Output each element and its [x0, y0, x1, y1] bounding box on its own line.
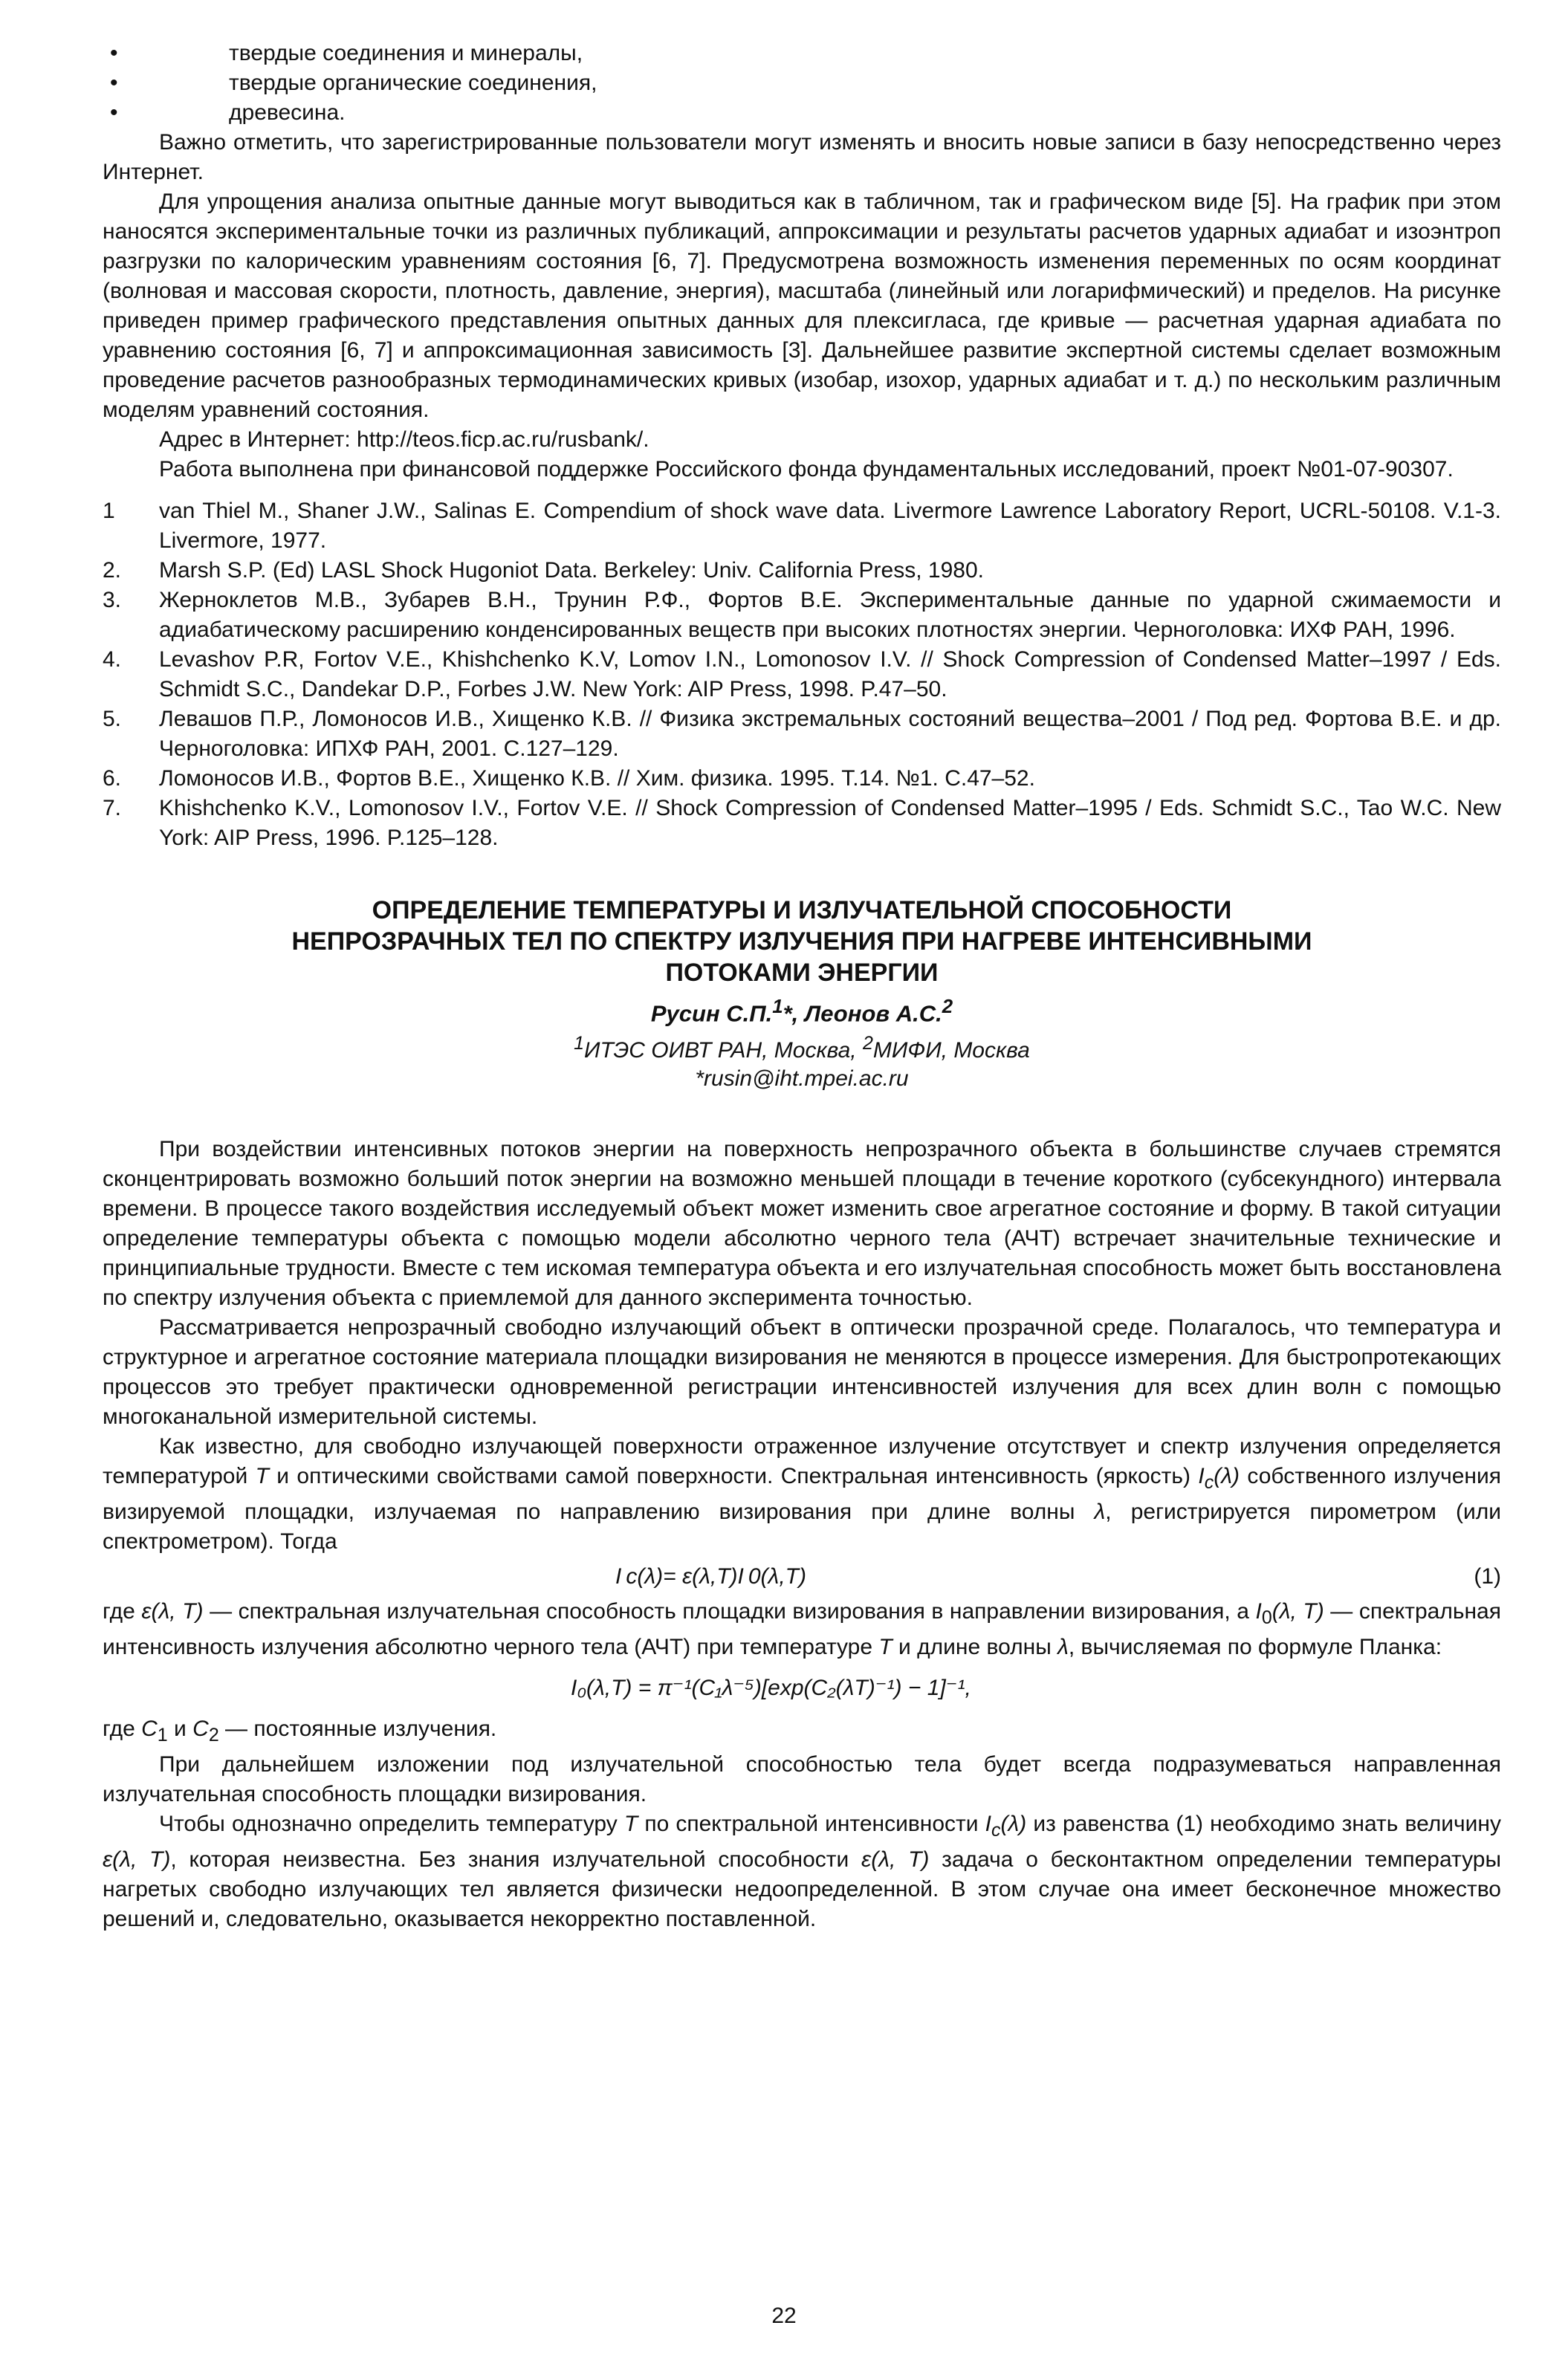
reference-number: 4.	[103, 647, 122, 672]
paragraph: где $C_1$ и $C_2$ — постоянные излучения.	[103, 1717, 497, 1746]
reference-text: Левашов П.Р., Ломоносов И.В., Хищенко К.В. // Физика экстремальных состояний вещества–2001 / Под ред. Фортова В.Е. и др. Черноголовка: ИПХФ РАН, 2001. С.127–129.	[159, 707, 1501, 761]
bullet-list	[103, 39, 1501, 128]
author-affiliation-mark: 1	[772, 996, 783, 1017]
planck-formula	[103, 1665, 1501, 1711]
authors: Русин С.П.$^1$*, Леонов А.С.$^2$	[650, 996, 953, 1027]
reference-text: Levashov P.R, Fortov V.E., Khishchenko K.V, Lomov I.N., Lomonosov I.V. // Shock Compression of Condensed Matter–1997 / Eds. Schmidt S.C., Dandekar D.P., Forbes J.W. New York: AIP Press, 1998. P.47–50.	[159, 647, 1501, 701]
reference-item	[103, 794, 1501, 853]
paragraph: При дальнейшем изложении под излучательной способностью тела будет всегда подразумеваться направленная излучательная способность площадки визирования.	[103, 1752, 1501, 1807]
reference-item	[103, 586, 1501, 645]
equation-formula: I c(λ)= ε(λ,T)I 0(λ,T)	[615, 1564, 806, 1589]
paragraph: Чтобы однозначно определить температуру T по спектральной интенсивности $I_c(\lambda)$ из равенства (1) необходимо знать величину ε(λ, T), которая неизвестна. Без знания излучательной способности ε(λ, T) задача о бесконтактном определении температуры нагретых свободно излучающих тел является физически недоопределенной. В этом случае она имеет бесконечное множество решений и, следовательно, оказывается некорректно поставленной.	[103, 1812, 1502, 1932]
article-title: ОПРЕДЕЛЕНИЕ ТЕМПЕРАТУРЫ И ИЗЛУЧАТЕЛЬНОЙ СПОСОБНОСТИ НЕПРОЗРАЧНЫХ ТЕЛ ПО СПЕКТРУ ИЗЛУЧЕНИЯ ПРИ НАГРЕВЕ ИНТЕНСИВНЫМИ ПОТОКАМИ ЭНЕРГИИ	[291, 896, 1312, 987]
paragraph: Как известно, для свободно излучающей поверхности отраженное излучение отсутствует и спектр излучения определяется температурой T и оптическими свойствами самой поверхности. Спектральная интенсивность (яркость) $I_c(\lambda)$ собственного излучения визируемой площадки, излучаемая по направлению визирования при длине волны λ, регистрируется пирометром (или спектрометром). Тогда	[103, 1434, 1501, 1555]
reference-number: 5.	[103, 707, 122, 731]
bullet-item: • твердые органические соединения,	[103, 68, 1501, 98]
article-body	[103, 1135, 1501, 1934]
reference-list	[103, 496, 1501, 853]
author-email: *rusin@iht.mpei.ac.ru	[695, 1066, 909, 1092]
reference-text: Khishchenko K.V., Lomonosov I.V., Fortov V.E. // Shock Compression of Condensed Matter–1995 / Eds. Schmidt S.C., Tao W.C. New York: AIP Press, 1996. P.125–128.	[159, 796, 1501, 850]
funding-note: Работа выполнена при финансовой поддержке Российского фонда фундаментальных исследований, проект №01-07-90307.	[159, 457, 1454, 482]
reference-number: 3.	[103, 588, 122, 612]
paragraph: где ε(λ, T) — спектральная излучательная способность площадки визирования в направлении визирования, а $I_0(\lambda$, T) — спектральная интенсивность излучения абсолютно черного тела (АЧТ) при температуре T и длине волны λ, вычисляемая по формуле Планка:	[103, 1599, 1501, 1660]
reference-item	[103, 556, 1501, 586]
page-number: 22	[771, 2304, 797, 2328]
reference-item	[103, 704, 1501, 764]
bullet-item: • древесина.	[103, 98, 1501, 128]
paragraph: Для упрощения анализа опытные данные могут выводиться как в табличном, так и графическом виде [5]. На график при этом наносятся экспериментальные точки из различных публикаций, аппроксимации и результаты расчетов ударных адиабат и изоэнтроп разгрузки по калорическим уравнениям состояния [6, 7]. Предусмотрена возможность изменения переменных по осям координат (волновая и массовая скорости, плотность, давление, энергия), масштаба (линейный или логарифмический) и пределов. На рисунке приведен пример графического представления опытных данных для плексигласа, где кривые — расчетная ударная адиабата по уравнению состояния [6, 7] и аппроксимационная зависимость [3]. Дальнейшее развитие экспертной системы сделает возможным проведение расчетов разнообразных термодинамических кривых (изобар, изохор, ударных адиабат и т. д.) по нескольким различным моделям уравнений состояния.	[103, 189, 1501, 422]
reference-item	[103, 764, 1501, 794]
article-header	[103, 895, 1501, 1093]
author-affiliation-mark: 2	[942, 996, 953, 1017]
reference-item	[103, 496, 1501, 556]
affiliation-mark: 2	[862, 1033, 873, 1054]
reference-text: van Thiel M., Shaner J.W., Salinas E. Compendium of shock wave data. Livermore Lawrence Laboratory Report, UCRL-50108. V.1-3. Livermore, 1977.	[159, 499, 1501, 553]
reference-number: 1	[103, 499, 115, 523]
corresponding-mark: *	[783, 1000, 792, 1027]
affiliation: ИТЭС ОИВТ РАН, Москва,	[584, 1038, 863, 1063]
reference-text: Ломоносов И.В., Фортов В.Е., Хищенко К.В. // Хим. физика. 1995. Т.14. №1. С.47–52.	[159, 766, 1035, 791]
reference-number: 6.	[103, 766, 122, 791]
reference-number: 7.	[103, 796, 122, 820]
page-content	[103, 39, 1501, 1934]
reference-text: Жерноклетов М.В., Зубарев В.Н., Трунин Р.Ф., Фортов В.Е. Экспериментальные данные по ударной сжимаемости и адиабатическому расширению конденсированных веществ при высоких плотностях энергии. Черноголовка: ИХФ РАН, 1996.	[159, 588, 1501, 642]
internet-address: Адрес в Интернет: http://teos.ficp.ac.ru/rusbank/.	[159, 427, 649, 452]
paragraph: При воздействии интенсивных потоков энергии на поверхность непрозрачного объекта в большинстве случаев стремятся сконцентрировать возможно больший поток энергии на возможно меньшей площади в течение короткого (субсекундного) интервала времени. В процессе такого воздействия исследуемый объект может изменить свое агрегатное состояние и форму. В такой ситуации определение температуры объекта с помощью модели абсолютно черного тела (АЧТ) встречает значительные технические и принципиальные трудности. Вместе с тем искомая температура объекта и его излучательная способность может быть восстановлена по спектру излучения объекта с приемлемой для данного эксперимента точностью.	[103, 1137, 1501, 1311]
reference-text: Marsh S.P. (Ed) LASL Shock Hugoniot Data. Berkeley: Univ. California Press, 1980.	[159, 558, 984, 583]
reference-number: 2.	[103, 558, 122, 583]
equation-1	[103, 1560, 1501, 1594]
paragraph: Рассматривается непрозрачный свободно излучающий объект в оптически прозрачной среде. Полагалось, что температура и структурное и агрегатное состояние материала площадки визирования не меняются в процессе измерения. Для быстропротекающих процессов это требует практически одновременной регистрации интенсивностей излучения для всех длин волн с помощью многоканальной измерительной системы.	[103, 1315, 1501, 1430]
bullet-item: • твердые соединения и минералы,	[103, 39, 1501, 68]
author-name: Леонов А.С.	[804, 1000, 942, 1027]
reference-item	[103, 645, 1501, 704]
paragraph: Важно отметить, что зарегистрированные пользователи могут изменять и вносить новые записи в базу непосредственно через Интернет.	[103, 130, 1501, 184]
affiliation: МИФИ, Москва	[872, 1038, 1030, 1063]
equation-number: (1)	[1474, 1564, 1501, 1589]
equation-formula: I₀(λ,T) = π⁻¹(C₁λ⁻⁵)[exp(C₂(λT)⁻¹) − 1]⁻¹,	[571, 1676, 971, 1701]
author-name: Русин С.П.	[650, 1000, 773, 1027]
affiliation-mark: 1	[574, 1033, 585, 1054]
affiliations	[103, 1029, 1501, 1065]
